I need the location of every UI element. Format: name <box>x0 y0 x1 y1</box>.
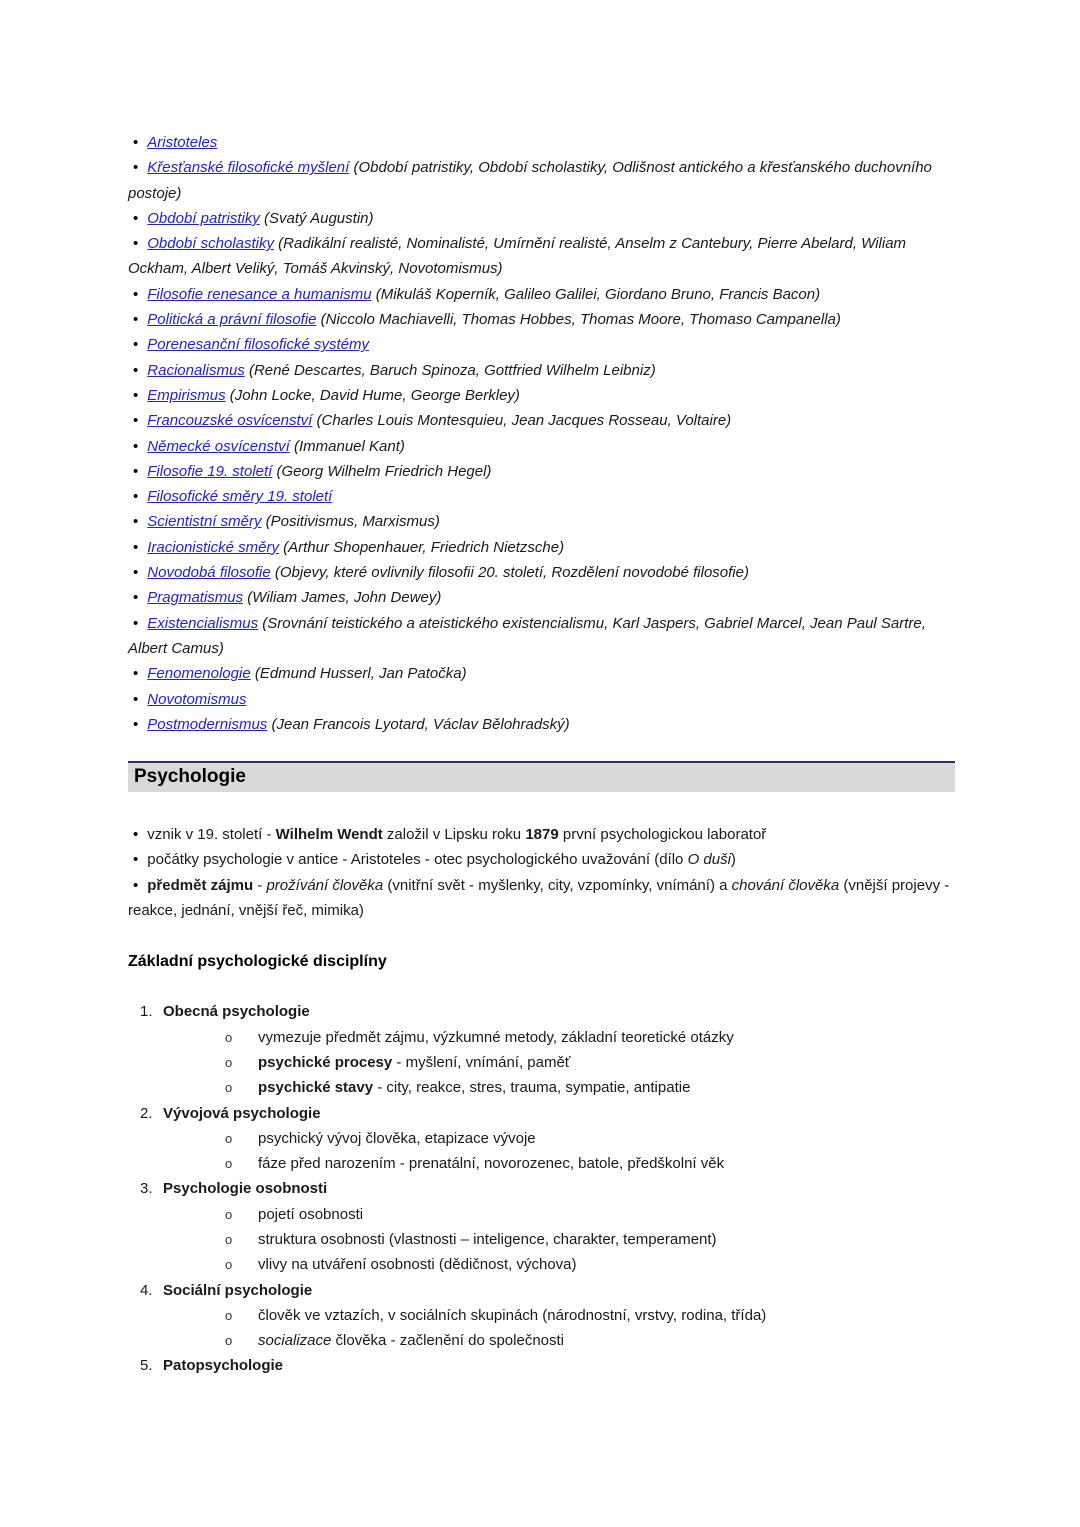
discipline-item <box>128 1101 955 1126</box>
bullet-marker: • <box>133 285 139 303</box>
philosophy-topic-detail: (Immanuel Kant) <box>289 437 405 455</box>
philosophy-topic-item <box>128 358 955 383</box>
discipline-sub-item <box>128 1025 955 1050</box>
philosophy-topic-detail: (John Locke, David Hume, George Berkley) <box>225 386 520 404</box>
sub-text: psychický vývoj člověka, etapizace vývoje <box>258 1129 536 1147</box>
text-run: počátky psychologie v antice - Aristoteles - otec psychologického uvažování (dílo <box>147 851 688 869</box>
philosophy-topic-detail: (Charles Louis Montesquieu, Jean Jacques Rosseau, Voltaire) <box>312 412 732 430</box>
disciplines-list <box>128 999 955 1378</box>
psychology-bullet <box>128 873 955 924</box>
bullet-marker: • <box>133 311 139 329</box>
text-run-bold: 1879 <box>525 826 559 844</box>
philosophy-topic-detail: (René Descartes, Baruch Spinoza, Gottfried Wilhelm Leibniz) <box>244 361 656 379</box>
discipline-sub-item <box>128 1202 955 1227</box>
discipline-title: Patopsychologie <box>163 1357 284 1375</box>
philosophy-topic-item <box>128 509 955 534</box>
list-number: 1. <box>140 1003 153 1021</box>
sub-text: pojetí osobnosti <box>258 1205 364 1223</box>
text-run-bold: předmět zájmu <box>147 876 254 894</box>
psychology-intro-bullets <box>128 822 955 923</box>
bullet-marker: • <box>133 826 139 844</box>
text-run: (vnitřní svět - myšlenky, city, vzpomínky, vnímání) a <box>383 876 732 894</box>
sub-bullet-marker: o <box>225 1307 233 1323</box>
philosophy-topic-item <box>128 585 955 610</box>
sub-bullet-marker: o <box>225 1333 233 1349</box>
philosophy-topic-link[interactable]: Politická a právní filosofie <box>147 311 317 329</box>
sub-text: vymezuje předmět zájmu, výzkumné metody, základní teoretické otázky <box>258 1028 734 1046</box>
discipline-sub-item <box>128 1328 955 1353</box>
bullet-marker: • <box>133 876 139 894</box>
sub-bullet-marker: o <box>225 1257 233 1273</box>
philosophy-topic-link[interactable]: Novodobá filosofie <box>147 564 271 582</box>
bullet-marker: • <box>133 361 139 379</box>
sub-bold: psychické procesy <box>258 1053 393 1071</box>
philosophy-topic-detail: (Arthur Shopenhauer, Friedrich Nietzsche) <box>278 538 565 556</box>
philosophy-topic-link[interactable]: Aristoteles <box>147 134 218 151</box>
philosophy-topic-item <box>128 687 955 712</box>
philosophy-topic-item <box>128 434 955 459</box>
philosophy-topic-item <box>128 611 955 662</box>
discipline-sub-item <box>128 1126 955 1151</box>
philosophy-topic-link[interactable]: Existencialismus <box>147 614 259 632</box>
philosophy-topic-link[interactable]: Období patristiky <box>147 209 260 227</box>
sub-bullet-marker: o <box>225 1080 233 1096</box>
sub-text: vlivy na utváření osobnosti (dědičnost, výchova) <box>258 1256 577 1274</box>
philosophy-topic-item <box>128 206 955 231</box>
sub-text: - myšlení, vnímání, paměť <box>392 1053 571 1071</box>
bullet-marker: • <box>133 437 139 455</box>
philosophy-topic-item <box>128 408 955 433</box>
bullet-marker: • <box>133 209 139 227</box>
bullet-marker: • <box>133 412 139 430</box>
philosophy-topic-item <box>128 535 955 560</box>
discipline-title: Psychologie osobnosti <box>163 1180 328 1198</box>
philosophy-topic-detail: (Mikuláš Koperník, Galileo Galilei, Giordano Bruno, Francis Bacon) <box>371 285 821 303</box>
philosophy-topic-link[interactable]: Filosofické směry 19. století <box>147 488 333 506</box>
discipline-sub-item <box>128 1227 955 1252</box>
discipline-sub-item <box>128 1075 955 1100</box>
philosophy-topic-detail: (Radikální realisté, Nominalisté, Umírnění realisté, Anselm z Cantebury, Pierre Abelard, Wiliam Ockham, Albert Veliký, Tomáš Akvinský, Novotomismus) <box>128 235 907 278</box>
bullet-marker: • <box>133 462 139 480</box>
philosophy-topic-link[interactable]: Filosofie 19. století <box>147 462 273 480</box>
sub-text: - city, reakce, stres, trauma, sympatie, antipatie <box>373 1079 691 1097</box>
text-run: ) <box>730 851 736 869</box>
philosophy-topic-link[interactable]: Empirismus <box>147 386 226 404</box>
philosophy-topic-item <box>128 130 955 155</box>
list-number: 5. <box>140 1357 153 1375</box>
philosophy-topic-item <box>128 231 955 282</box>
philosophy-topic-detail: (Období patristiky, Období scholastiky, Odlišnost antického a křesťanského duchovního postoje) <box>128 159 932 202</box>
philosophy-topic-link[interactable]: Iracionistické směry <box>147 538 279 556</box>
discipline-sub-item <box>128 1050 955 1075</box>
bullet-marker: • <box>133 690 139 708</box>
bullet-marker: • <box>133 589 139 607</box>
discipline-item <box>128 1278 955 1303</box>
discipline-title: Vývojová psychologie <box>163 1104 321 1122</box>
sub-italic: socializace <box>258 1332 332 1350</box>
text-run: založil v Lipsku roku <box>382 826 526 844</box>
philosophy-topic-item <box>128 560 955 585</box>
philosophy-topic-link[interactable]: Porenesanční filosofické systémy <box>147 336 370 354</box>
philosophy-topic-item <box>128 332 955 357</box>
philosophy-topic-item <box>128 712 955 737</box>
bullet-marker: • <box>133 715 139 733</box>
philosophy-topic-link[interactable]: Scientistní směry <box>147 513 262 531</box>
philosophy-topic-detail: (Niccolo Machiavelli, Thomas Hobbes, Thomas Moore, Thomaso Campanella) <box>316 311 841 329</box>
sub-bold: psychické stavy <box>258 1079 374 1097</box>
text-run: první psychologickou laboratoř <box>558 826 767 844</box>
discipline-title: Obecná psychologie <box>163 1003 310 1021</box>
philosophy-topic-detail: (Objevy, které ovlivnily filosofii 20. století, Rozdělení novodobé filosofie) <box>270 564 749 582</box>
text-run: (vnější projevy - reakce, jednání, vnější řeč, mimika) <box>128 876 950 920</box>
philosophy-topic-detail: (Srovnání teistického a ateistického existencialismu, Karl Jaspers, Gabriel Marcel, Jean Paul Sartre, Albert Camus) <box>128 614 926 657</box>
philosophy-topic-link[interactable]: Německé osvícenství <box>147 437 290 455</box>
philosophy-topic-detail: (Jean Francois Lyotard, Václav Bělohradský) <box>267 715 570 733</box>
bullet-marker: • <box>133 665 139 683</box>
subheading-disciplines: Základní psychologické disciplíny <box>128 953 387 971</box>
bullet-marker: • <box>133 159 139 177</box>
philosophy-topic-item <box>128 383 955 408</box>
text-run-italic: prožívání člověka <box>266 876 384 894</box>
section-heading-psychologie: Psychologie <box>128 761 955 792</box>
discipline-item <box>128 1176 955 1201</box>
philosophy-topic-item <box>128 459 955 484</box>
philosophy-topic-list <box>128 130 955 737</box>
bullet-marker: • <box>133 538 139 556</box>
list-number: 3. <box>140 1180 153 1198</box>
sub-text: struktura osobnosti (vlastnosti – inteligence, charakter, temperament) <box>258 1230 717 1248</box>
philosophy-topic-item <box>128 307 955 332</box>
sub-bullet-marker: o <box>225 1054 233 1070</box>
text-run-italic: chování člověka <box>731 876 840 894</box>
discipline-title: Sociální psychologie <box>163 1281 313 1299</box>
philosophy-topic-link[interactable]: Pragmatismus <box>147 589 244 607</box>
philosophy-topic-link[interactable]: Postmodernismus <box>147 715 268 733</box>
sub-bullet-marker: o <box>225 1130 233 1146</box>
discipline-item <box>128 1353 955 1378</box>
sub-bullet-marker: o <box>225 1206 233 1222</box>
bullet-marker: • <box>133 386 139 404</box>
philosophy-topic-link[interactable]: Fenomenologie <box>147 665 251 683</box>
philosophy-topic-link[interactable]: Francouzské osvícenství <box>147 412 313 430</box>
sub-text: člověka - začlenění do společnosti <box>331 1332 565 1350</box>
philosophy-topic-item <box>128 484 955 509</box>
sub-bullet-marker: o <box>225 1029 233 1045</box>
sub-text: fáze před narozením - prenatální, novorozenec, batole, předškolní věk <box>258 1155 725 1173</box>
text-run-italic: O duši <box>687 851 731 869</box>
philosophy-topic-detail: (Wiliam James, John Dewey) <box>243 589 442 607</box>
sub-bullet-marker: o <box>225 1156 233 1172</box>
philosophy-topic-detail: (Edmund Husserl, Jan Patočka) <box>250 665 467 683</box>
text-run: vznik v 19. století - <box>147 826 276 844</box>
philosophy-topic-detail: (Svatý Augustin) <box>259 209 374 227</box>
philosophy-topic-item <box>128 282 955 307</box>
philosophy-topic-link[interactable]: Filosofie renesance a humanismu <box>147 285 372 303</box>
philosophy-topic-link[interactable]: Křesťanské filosofické myšlení <box>147 159 350 177</box>
bullet-marker: • <box>133 851 139 869</box>
bullet-marker: • <box>133 336 139 354</box>
philosophy-topic-item <box>128 155 955 206</box>
philosophy-topic-link[interactable]: Novotomismus <box>147 690 247 708</box>
sub-text: člověk ve vztazích, v sociálních skupinách (národnostní, vrstvy, rodina, třída) <box>258 1306 767 1324</box>
bullet-marker: • <box>133 614 139 632</box>
sub-bullet-marker: o <box>225 1231 233 1247</box>
discipline-sub-item <box>128 1252 955 1277</box>
discipline-sub-item <box>128 1303 955 1328</box>
bullet-marker: • <box>133 513 139 531</box>
text-run: - <box>253 876 267 894</box>
discipline-item <box>128 999 955 1024</box>
philosophy-topic-link[interactable]: Racionalismus <box>147 361 245 379</box>
philosophy-topic-detail: (Georg Wilhelm Friedrich Hegel) <box>272 462 492 480</box>
bullet-marker: • <box>133 235 139 253</box>
psychology-bullet <box>128 822 955 847</box>
philosophy-topic-detail: (Positivismus, Marxismus) <box>261 513 440 531</box>
list-number: 2. <box>140 1104 153 1122</box>
psychology-bullet <box>128 847 955 872</box>
text-run-bold: Wilhelm Wendt <box>275 826 383 844</box>
bullet-marker: • <box>133 134 139 151</box>
bullet-marker: • <box>133 488 139 506</box>
philosophy-topic-link[interactable]: Období scholastiky <box>147 235 274 253</box>
discipline-sub-item <box>128 1151 955 1176</box>
list-number: 4. <box>140 1281 153 1299</box>
philosophy-topic-item <box>128 661 955 686</box>
bullet-marker: • <box>133 564 139 582</box>
